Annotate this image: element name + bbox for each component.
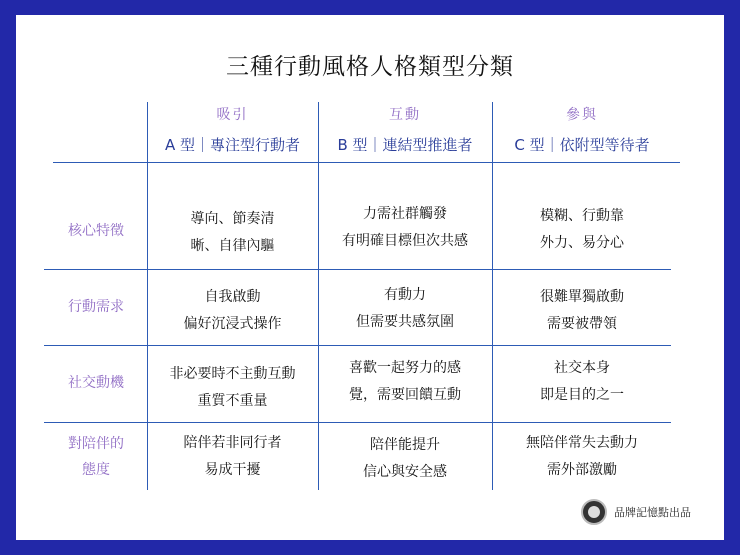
grid-line: [44, 422, 671, 423]
column-header-a: [147, 104, 318, 155]
grid-line: [44, 269, 671, 270]
grid-line: [53, 162, 680, 163]
table-cell: 陪伴能提升 信心與安全感: [363, 437, 447, 480]
table-cell: 無陪伴常失去動力 需外部激勵: [526, 435, 638, 478]
table-cell: 有動力 但需要共感氛圍: [356, 287, 454, 330]
column-sub-label: 互動: [389, 107, 421, 123]
row-header-social-motivation: 社交動機: [68, 375, 124, 391]
column-header-b: [318, 104, 492, 155]
column-type-label: A 型｜專注型行動者: [164, 136, 301, 154]
column-type-label: C 型｜依附型等待者: [514, 136, 650, 154]
table-cell: 喜歡一起努力的感 覺，需要回饋互動: [349, 360, 461, 403]
table-cell: 模糊、行動靠 外力、易分心: [540, 208, 624, 251]
row-header-action-needs: 行動需求: [68, 299, 124, 315]
camera-lens-icon: [581, 499, 607, 525]
table-cell: 非必要時不主動互動 重質不重量: [169, 366, 296, 409]
table-cell: 自我啟動 偏好沉浸式操作: [183, 289, 282, 332]
table-cell: 導向、節奏清 晰、自律內驅: [190, 211, 275, 254]
row-header-companionship: 對陪伴的 態度: [68, 436, 124, 478]
column-header-c: [492, 104, 672, 155]
table-cell: 陪伴若非同行者 易成干擾: [183, 435, 282, 478]
table-cell: 力需社群觸發 有明確目標但次共感: [342, 206, 468, 249]
page-title: 三種行動風格人格類型分類: [226, 54, 514, 80]
table-cell: 很難單獨啟動 需要被帶領: [540, 289, 624, 332]
table-cell: 社交本身 即是目的之一: [540, 360, 624, 403]
brand-label: 品牌記憶點出品: [614, 506, 691, 519]
column-sub-label: 吸引: [216, 107, 249, 123]
column-type-label: B 型｜連結型推進者: [337, 136, 473, 154]
column-sub-label: 參與: [566, 107, 598, 123]
grid-line: [44, 345, 671, 346]
row-header-core-traits: 核心特徵: [68, 223, 124, 239]
